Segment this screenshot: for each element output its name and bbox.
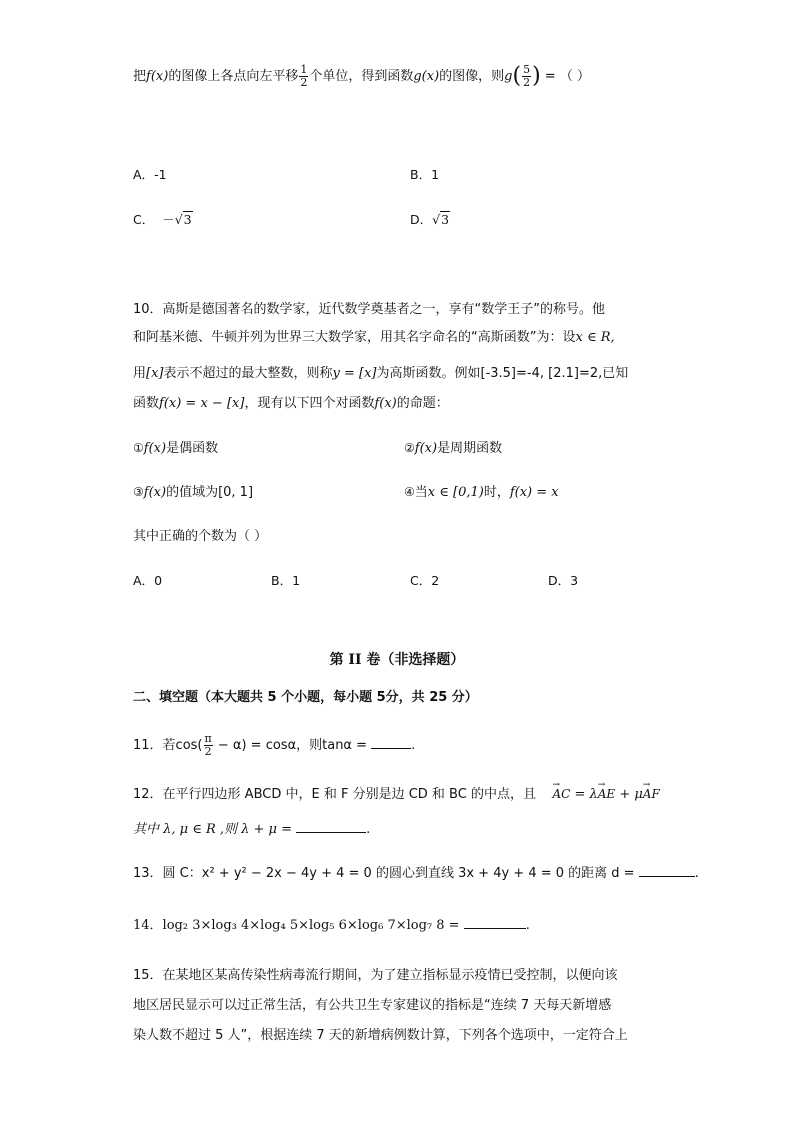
q9-text: 把 (133, 69, 147, 84)
q10-proposition-3: ③f(x)的值域为[0, 1] (133, 485, 254, 500)
q13-answer-blank[interactable] (639, 862, 695, 877)
q10-option-c[interactable]: C．2 (410, 573, 440, 588)
q14: 14．log₂ 3×log₃ 4×log₄ 5×log₅ 6×log₆ 7×log₇ 8 = . (133, 914, 530, 936)
q9-option-d[interactable]: D．√3 (410, 212, 450, 227)
q10-option-d[interactable]: D．3 (548, 573, 579, 588)
fill-in-header: 二、填空题（本大题共 5 个小题，每小题 5分，共 25 分） (133, 690, 478, 705)
q15-line-3: 染人数不超过 5 人”，根据连续 7 天的新增病例数计算，下列各个选项中，一定符合上 (133, 1028, 628, 1043)
q9-text: 个单位，得到函数 (309, 69, 414, 84)
q9-option-a[interactable]: A．-1 (133, 167, 167, 182)
q9-arg-fraction: $\frac{5}{2}$ (523, 63, 531, 89)
q11-answer-blank[interactable] (371, 734, 411, 749)
section-title: 第 II 卷（非选择题） (329, 652, 465, 668)
q9-fx: f(x) (146, 69, 169, 84)
q10-option-a[interactable]: A．0 (133, 573, 163, 588)
q9-option-b[interactable]: B．1 (410, 167, 440, 182)
q15-line-2: 地区居民显示可以过正常生活，有公共卫生专家建议的指标是“连续 7 天每天新增感 (133, 998, 612, 1013)
q10-line-3: 用[x]表示不超过的最大整数，则称y = [x]为高斯函数。例如[-3.5]=-4, [2.1]=2,已知 (133, 366, 629, 381)
q10-proposition-2: ②f(x)是周期函数 (404, 441, 503, 456)
q9-gx: g(x) (413, 69, 440, 84)
q11: 11．若cos( $\frac{\pi}{2}$ − α) = cosα，则tanα = . (133, 732, 416, 758)
q12-line-1: 12．在平行四边形 ABCD 中，E 和 F 分别是边 CD 和 BC 的中点，且 → AC = λ→ AE + μ→ AF (133, 784, 660, 805)
q10-proposition-4: ④当x ∈ [0,1)时，f(x) = x (404, 485, 559, 500)
q14-answer-blank[interactable] (464, 914, 526, 929)
q15-line-1: 15．在某地区某高传染性病毒流行期间，为了建立指标显示疫情已受控制，以便向该 (133, 968, 618, 983)
q10-option-b[interactable]: B．1 (271, 573, 301, 588)
q13: 13．圆 C：x² + y² − 2x − 4y + 4 = 0 的圆心到直线 3x + 4y + 4 = 0 的距离 d = . (133, 862, 699, 884)
q9-shift-fraction: $\frac{1}{2}$ (300, 63, 308, 89)
q10-proposition-1: ①f(x)是偶函数 (133, 441, 219, 456)
q12-line-2: 其中 λ, μ ∈ R ,则 λ + μ = . (133, 818, 370, 840)
q9-stem: 把f(x)的图像上各点向左平移 $\frac{1}{2}$ 个单位，得到函数g(x)的图像，则g( $\frac{5}{2}$ ) = （ ） (133, 63, 590, 89)
q12-answer-blank[interactable] (296, 818, 366, 833)
q10-line-2: 和阿基米德、牛顿并列为世界三大数学家，用其名字命名的“高斯函数”为：设x ∈ R, (133, 330, 615, 345)
q9-text: 的图像上各点向左平移 (168, 69, 299, 84)
q9-g: g (504, 69, 513, 84)
q10-question: 其中正确的个数为（ ） (133, 529, 268, 544)
q9-text: = （ ） (540, 69, 590, 84)
q10-line-4: 函数f(x) = x − [x]，现有以下四个对函数f(x)的命题： (133, 396, 449, 411)
q9-text: 的图像，则 (439, 69, 505, 84)
q10-line-1: 10．高斯是德国著名的数学家，近代数学奠基者之一，享有“数学王子”的称号。他 (133, 302, 606, 317)
q9-option-c[interactable]: C． －√3 (133, 212, 192, 227)
